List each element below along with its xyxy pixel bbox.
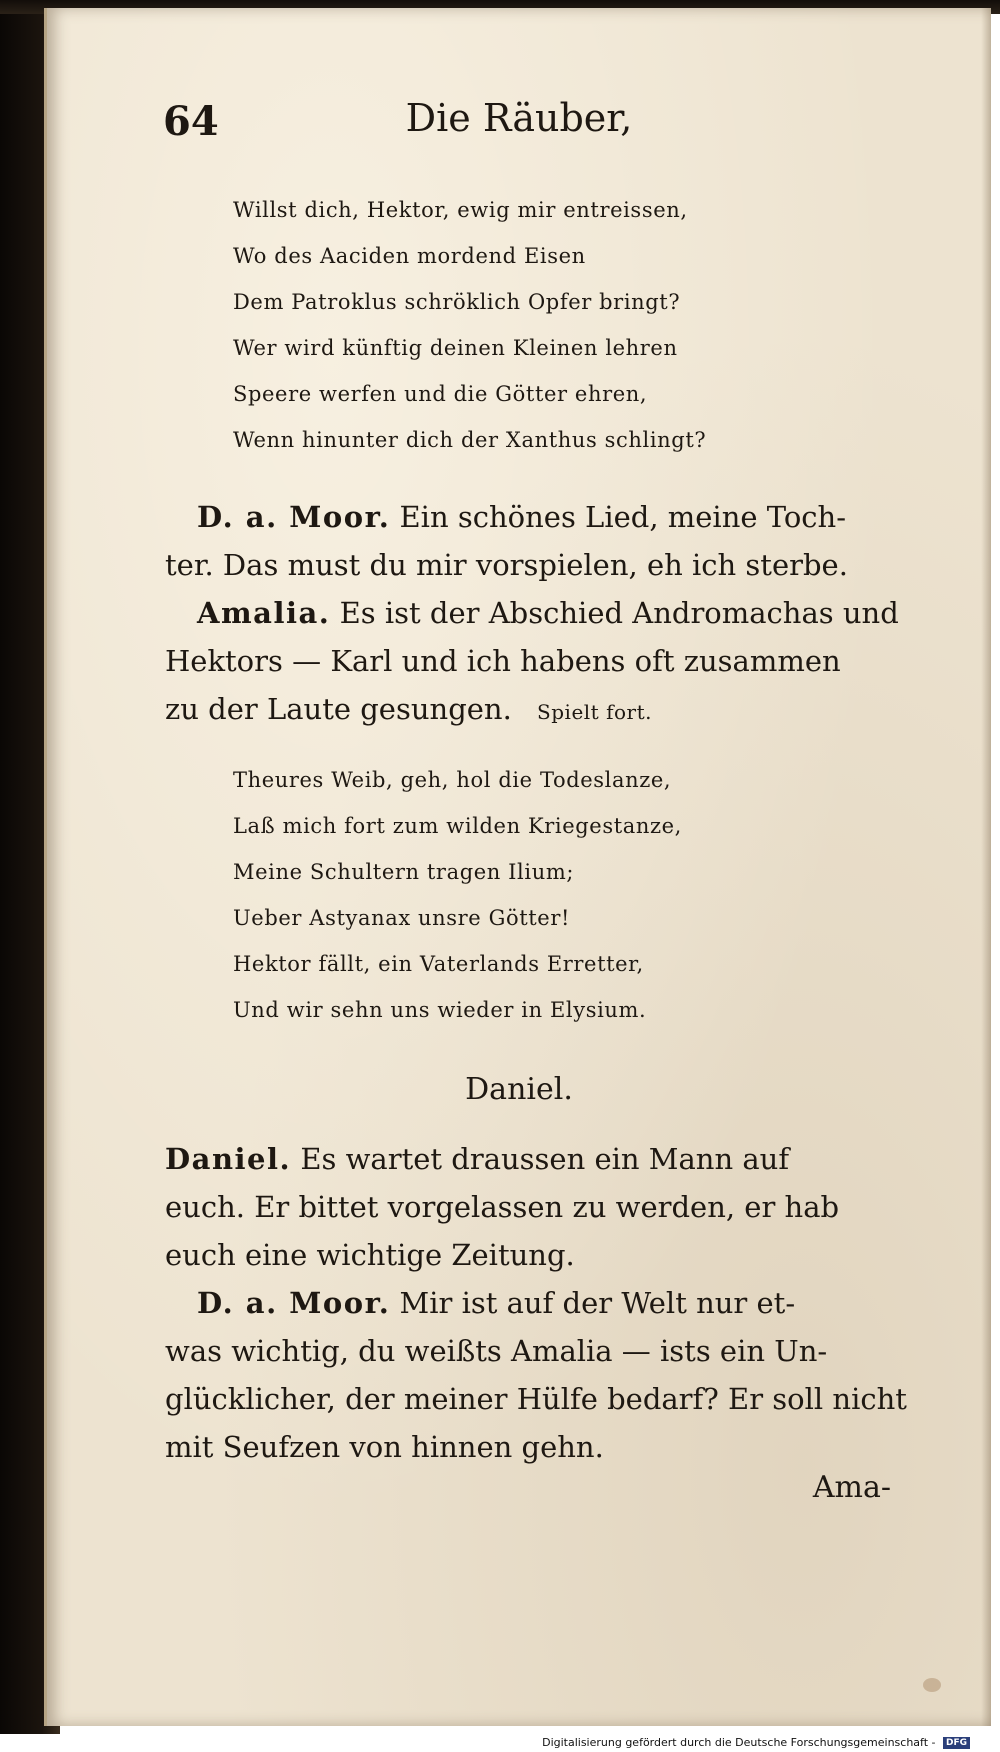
verse-line: Ueber Astyanax unsre Götter!: [233, 906, 571, 930]
dialogue-line: [165, 548, 848, 582]
dialogue-line: [197, 1286, 795, 1320]
dfg-logo: DFG: [943, 1737, 970, 1749]
digitization-footer: [0, 1734, 1000, 1752]
speech-text: Es wartet draussen ein Mann auf: [300, 1142, 790, 1176]
speech-text: Hektors — Karl und ich habens oft zusammen: [165, 644, 841, 678]
verse-line: Dem Patroklus schröklich Opfer bringt?: [233, 290, 681, 314]
speech-text: Mir ist auf der Welt nur et-: [399, 1286, 796, 1320]
page-number: 64: [163, 98, 219, 145]
dialogue-line: [165, 692, 652, 726]
speech-text: Ein schönes Lied, meine Toch-: [399, 500, 847, 534]
speech-text: glücklicher, der meiner Hülfe bedarf? Er soll nicht: [165, 1382, 907, 1416]
dialogue-line: [165, 1382, 907, 1416]
speech-text: euch eine wichtige Zeitung.: [165, 1238, 575, 1272]
verse-line: Willst dich, Hektor, ewig mir entreissen,: [233, 198, 688, 222]
dialogue-line: [165, 1430, 604, 1464]
dialogue-line: [165, 1238, 575, 1272]
verse-line: Wenn hinunter dich der Xanthus schlingt?: [233, 428, 707, 452]
verse-line: Wer wird künftig deinen Kleinen lehren: [233, 336, 678, 360]
dialogue-line: [197, 500, 846, 534]
dialogue-line: [197, 596, 899, 630]
verse-line: Theures Weib, geh, hol die Todeslanze,: [233, 768, 672, 792]
speaker-name: D. a. Moor.: [197, 500, 391, 534]
book-page: [44, 8, 991, 1726]
speech-text: mit Seufzen von hinnen gehn.: [165, 1430, 604, 1464]
verse-line: Und wir sehn uns wieder in Elysium.: [233, 998, 647, 1022]
speech-text: euch. Er bittet vorgelassen zu werden, er hab: [165, 1190, 840, 1224]
stage-direction: Spielt fort.: [537, 700, 652, 724]
running-title: Die Räuber,: [405, 96, 633, 140]
dialogue-line: [165, 644, 841, 678]
page-edge: [981, 8, 991, 1726]
speech-text: was wichtig, du weißts Amalia — ists ein Un-: [165, 1334, 828, 1368]
speech-text: ter. Das must du mir vorspielen, eh ich sterbe.: [165, 548, 848, 582]
dialogue-line: [165, 1334, 827, 1368]
verse-line: Speere werfen und die Götter ehren,: [233, 382, 648, 406]
speech-text: Es ist der Abschied Andromachas und: [339, 596, 899, 630]
verse-line: Hektor fällt, ein Vaterlands Erretter,: [233, 952, 644, 976]
verse-line: Laß mich fort zum wilden Kriegestanze,: [233, 814, 682, 838]
dialogue-line: [165, 1190, 839, 1224]
catchword: Ama-: [812, 1470, 891, 1505]
footer-credit-text: Digitalisierung gefördert durch die Deutsche Forschungsgemeinschaft -: [542, 1736, 936, 1749]
footer-credit: [542, 1736, 970, 1749]
verse-line: Wo des Aaciden mordend Eisen: [233, 244, 586, 268]
speaker-name: D. a. Moor.: [197, 1286, 391, 1320]
verse-line: Meine Schultern tragen Ilium;: [233, 860, 575, 884]
speech-text: zu der Laute gesungen.: [165, 692, 512, 726]
speaker-name: Daniel.: [165, 1142, 292, 1176]
speaker-name: Amalia.: [197, 596, 331, 630]
dialogue-line: [165, 1142, 789, 1176]
scene-heading: Daniel.: [465, 1072, 573, 1107]
paper-stain: [923, 1678, 941, 1692]
